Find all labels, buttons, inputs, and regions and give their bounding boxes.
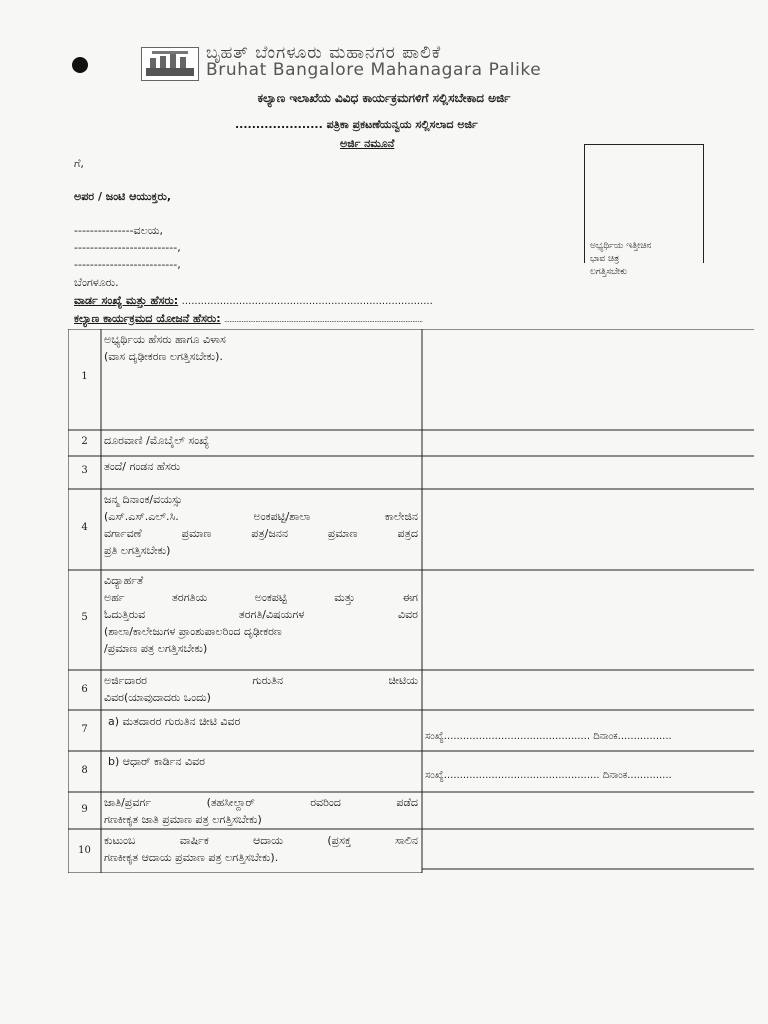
row-1-input[interactable] xyxy=(424,332,752,428)
form-subheading: ..................... ಪತ್ರಿಕಾ ಪ್ರಕಟಣೆಯನ್ವಯ ಸಲ್ಲಿಸಲಾದ ಅರ್ಜಿ xyxy=(235,118,478,131)
row-text-line: (ವಾಸ ದೃಢೀಕರಣ ಲಗತ್ತಿಸಬೇಕು). xyxy=(104,350,223,363)
row-7-number-date-field[interactable]: ಸಂಖ್ಯೆ.............................................. ದಿನಾಂಕ................. xyxy=(425,731,672,742)
bbmp-logo xyxy=(141,47,199,81)
row-number: 9 xyxy=(81,804,88,815)
address-to: ಗೆ, xyxy=(74,157,84,170)
row-text-line: ಅಭ್ಯರ್ಥಿಯ ಹೆಸರು ಹಾಗೂ ವಿಳಾಸ xyxy=(104,333,226,346)
row-text-line: b) ಆಧಾರ್ ಕಾರ್ಡಿನ ವಿವರ xyxy=(108,755,205,768)
row-text-line: ಗಣಕೀಕೃತ ಜಾತಿ ಪ್ರಮಾಣ ಪತ್ರ ಲಗತ್ತಿಸಬೇಕು) xyxy=(104,813,262,826)
row-number: 3 xyxy=(81,465,88,476)
row-8-label xyxy=(108,753,205,770)
bullet-mark xyxy=(72,57,88,73)
row-text-line: ಜನ್ಮ ದಿನಾಂಕ/ವಯಸ್ಸು xyxy=(104,493,183,506)
row-6-label xyxy=(104,672,418,706)
row-text-line: /ಪ್ರಮಾಣ ಪತ್ರ ಲಗತ್ತಿಸಬೇಕು) xyxy=(104,642,208,655)
row-5-input[interactable] xyxy=(424,572,752,668)
photo-caption-line: ಲಗತ್ತಿಸಬೇಕು xyxy=(590,267,628,277)
row-text-line: (ಶಾಲಾ/ಕಾಲೇಜುಗಳ ಪ್ರಾಂಶುಪಾಲರಿಂದ ದೃಢೀಕರಣ xyxy=(104,625,282,638)
scheme-field[interactable] xyxy=(74,312,423,326)
ward-dots: ............................................................................... xyxy=(181,296,433,307)
row-2-input[interactable] xyxy=(424,432,752,454)
row-text-line: ಓದುತ್ತಿರುವ ತರಗತಿ/ವಿಷಯಗಳ ವಿವರ xyxy=(104,608,418,621)
address-line-2: --------------------------, xyxy=(74,258,181,271)
row-number: 6 xyxy=(81,684,88,695)
row-text-line: ಅರ್ಹ ತರಗತಿಯ ಅಂಕಪಟ್ಟಿ ಮತ್ತು ಈಗ xyxy=(104,591,418,604)
row-number: 2 xyxy=(81,436,88,447)
row-text-line: (ಎಸ್.ಎಸ್.ಎಲ್.ಸಿ. ಅಂಕಪಟ್ಟಿ/ಶಾಲಾ ಕಾಲೇಜಿನ xyxy=(104,510,418,523)
address-city: ಬೆಂಗಳೂರು. xyxy=(74,276,119,289)
ward-label: ವಾರ್ಡ ಸಂಖ್ಯೆ ಮತ್ತು ಹೆಸರು: xyxy=(74,294,179,307)
photo-caption-line: ಅಭ್ಯರ್ಥಿಯ ಇತ್ತೀಚಿನ xyxy=(590,241,652,251)
row-number: 7 xyxy=(81,724,88,735)
form-title: ಅರ್ಜಿ ನಮೂನೆ xyxy=(340,137,395,150)
row-9-input[interactable] xyxy=(424,794,752,828)
row-text-line: a) ಮತದಾರರ ಗುರುತಿನ ಚೀಟಿ ವಿವರ xyxy=(108,715,241,728)
row-8-number-date-field[interactable]: ಸಂಖ್ಯೆ................................................. ದಿನಾಂಕ.............. xyxy=(425,770,672,781)
photo-caption-line: ಭಾವ ಚಿತ್ರ xyxy=(590,254,620,264)
row-10-label xyxy=(104,832,418,866)
row-2-label xyxy=(104,432,209,449)
row-number: 8 xyxy=(81,765,88,776)
row-text-line: ಅರ್ಜಿದಾರರ ಗುರುತಿನ ಚೀಟಿಯ xyxy=(104,674,418,687)
row-text-line: ಪ್ರತಿ ಲಗತ್ತಿಸಬೇಕು) xyxy=(104,544,171,557)
org-name-english: Bruhat Bangalore Mahanagara Palike xyxy=(206,60,542,80)
row-1-label xyxy=(104,331,226,365)
scheme-dots: ................................................................................................................... xyxy=(224,316,423,324)
form-heading: ಕಲ್ಯಾಣ ಇಲಾಖೆಯ ವಿವಿಧ ಕಾರ್ಯಕ್ರಮಗಳಿಗೆ ಸಲ್ಲಿಸಬೇಕಾದ ಅರ್ಜಿ xyxy=(257,91,511,105)
row-text-line: ವಿದ್ಯಾರ್ಹತೆ xyxy=(104,574,144,587)
row-3-input[interactable] xyxy=(424,458,752,486)
row-number: 4 xyxy=(81,522,88,533)
row-4-label xyxy=(104,491,418,559)
row-4-input[interactable] xyxy=(424,491,752,567)
row-6-input[interactable] xyxy=(424,672,752,708)
row-text-line: ದೂರವಾಣಿ /ಮೊಬೈಲ್ ಸಂಖ್ಯೆ xyxy=(104,434,210,447)
scheme-label: ಕಲ್ಯಾಣ ಕಾರ್ಯಕ್ರಮದ ಯೋಜನೆ ಹೆಸರು: xyxy=(74,312,221,325)
row-text-line: ಜಾತಿ/ಪ್ರವರ್ಗ (ತಹಸೀಲ್ದಾರ್ ರವರಿಂದ ಪಡೆದ xyxy=(104,796,418,809)
row-number: 1 xyxy=(81,371,88,382)
ward-field[interactable] xyxy=(74,294,433,308)
address-zone: ---------------ವಲಯ, xyxy=(74,224,164,237)
row-10-input[interactable] xyxy=(424,832,752,868)
row-text-line: ವಿವರ(ಯಾವುದಾದರು ಒಂದು) xyxy=(104,691,211,704)
org-name-kannada: ಬೃಹತ್ ಬೆಂಗಳೂರು ಮಹಾನಗರ ಪಾಲಿಕೆ xyxy=(206,43,442,63)
row-3-label xyxy=(104,458,180,475)
address-officer: ಅಪರ / ಜಂಟಿ ಆಯುಕ್ತರು, xyxy=(74,190,171,203)
row-number: 5 xyxy=(81,612,88,623)
row-text-line: ವರ್ಗಾವಣೆ ಪ್ರಮಾಣ ಪತ್ರ/ಜನನ ಪ್ರಮಾಣ ಪತ್ರದ xyxy=(104,527,418,540)
address-line-1: --------------------------, xyxy=(74,241,181,254)
row-text-line: ಕುಟುಂಬ ವಾರ್ಷಿಕ ಆದಾಯ (ಪ್ರಸಕ್ತ ಸಾಲಿನ xyxy=(104,834,418,847)
row-number: 10 xyxy=(78,845,91,856)
row-5-label xyxy=(104,572,418,657)
row-text-line: ಗಣಕೀಕೃತ ಆದಾಯ ಪ್ರಮಾಣ ಪತ್ರ ಲಗತ್ತಿಸಬೇಕು). xyxy=(104,851,279,864)
photo-box-caption xyxy=(590,240,651,279)
row-text-line: ತಂದೆ/ ಗಂಡನ ಹೆಸರು xyxy=(104,460,181,473)
row-7-label xyxy=(108,713,240,730)
row-9-label xyxy=(104,794,418,828)
